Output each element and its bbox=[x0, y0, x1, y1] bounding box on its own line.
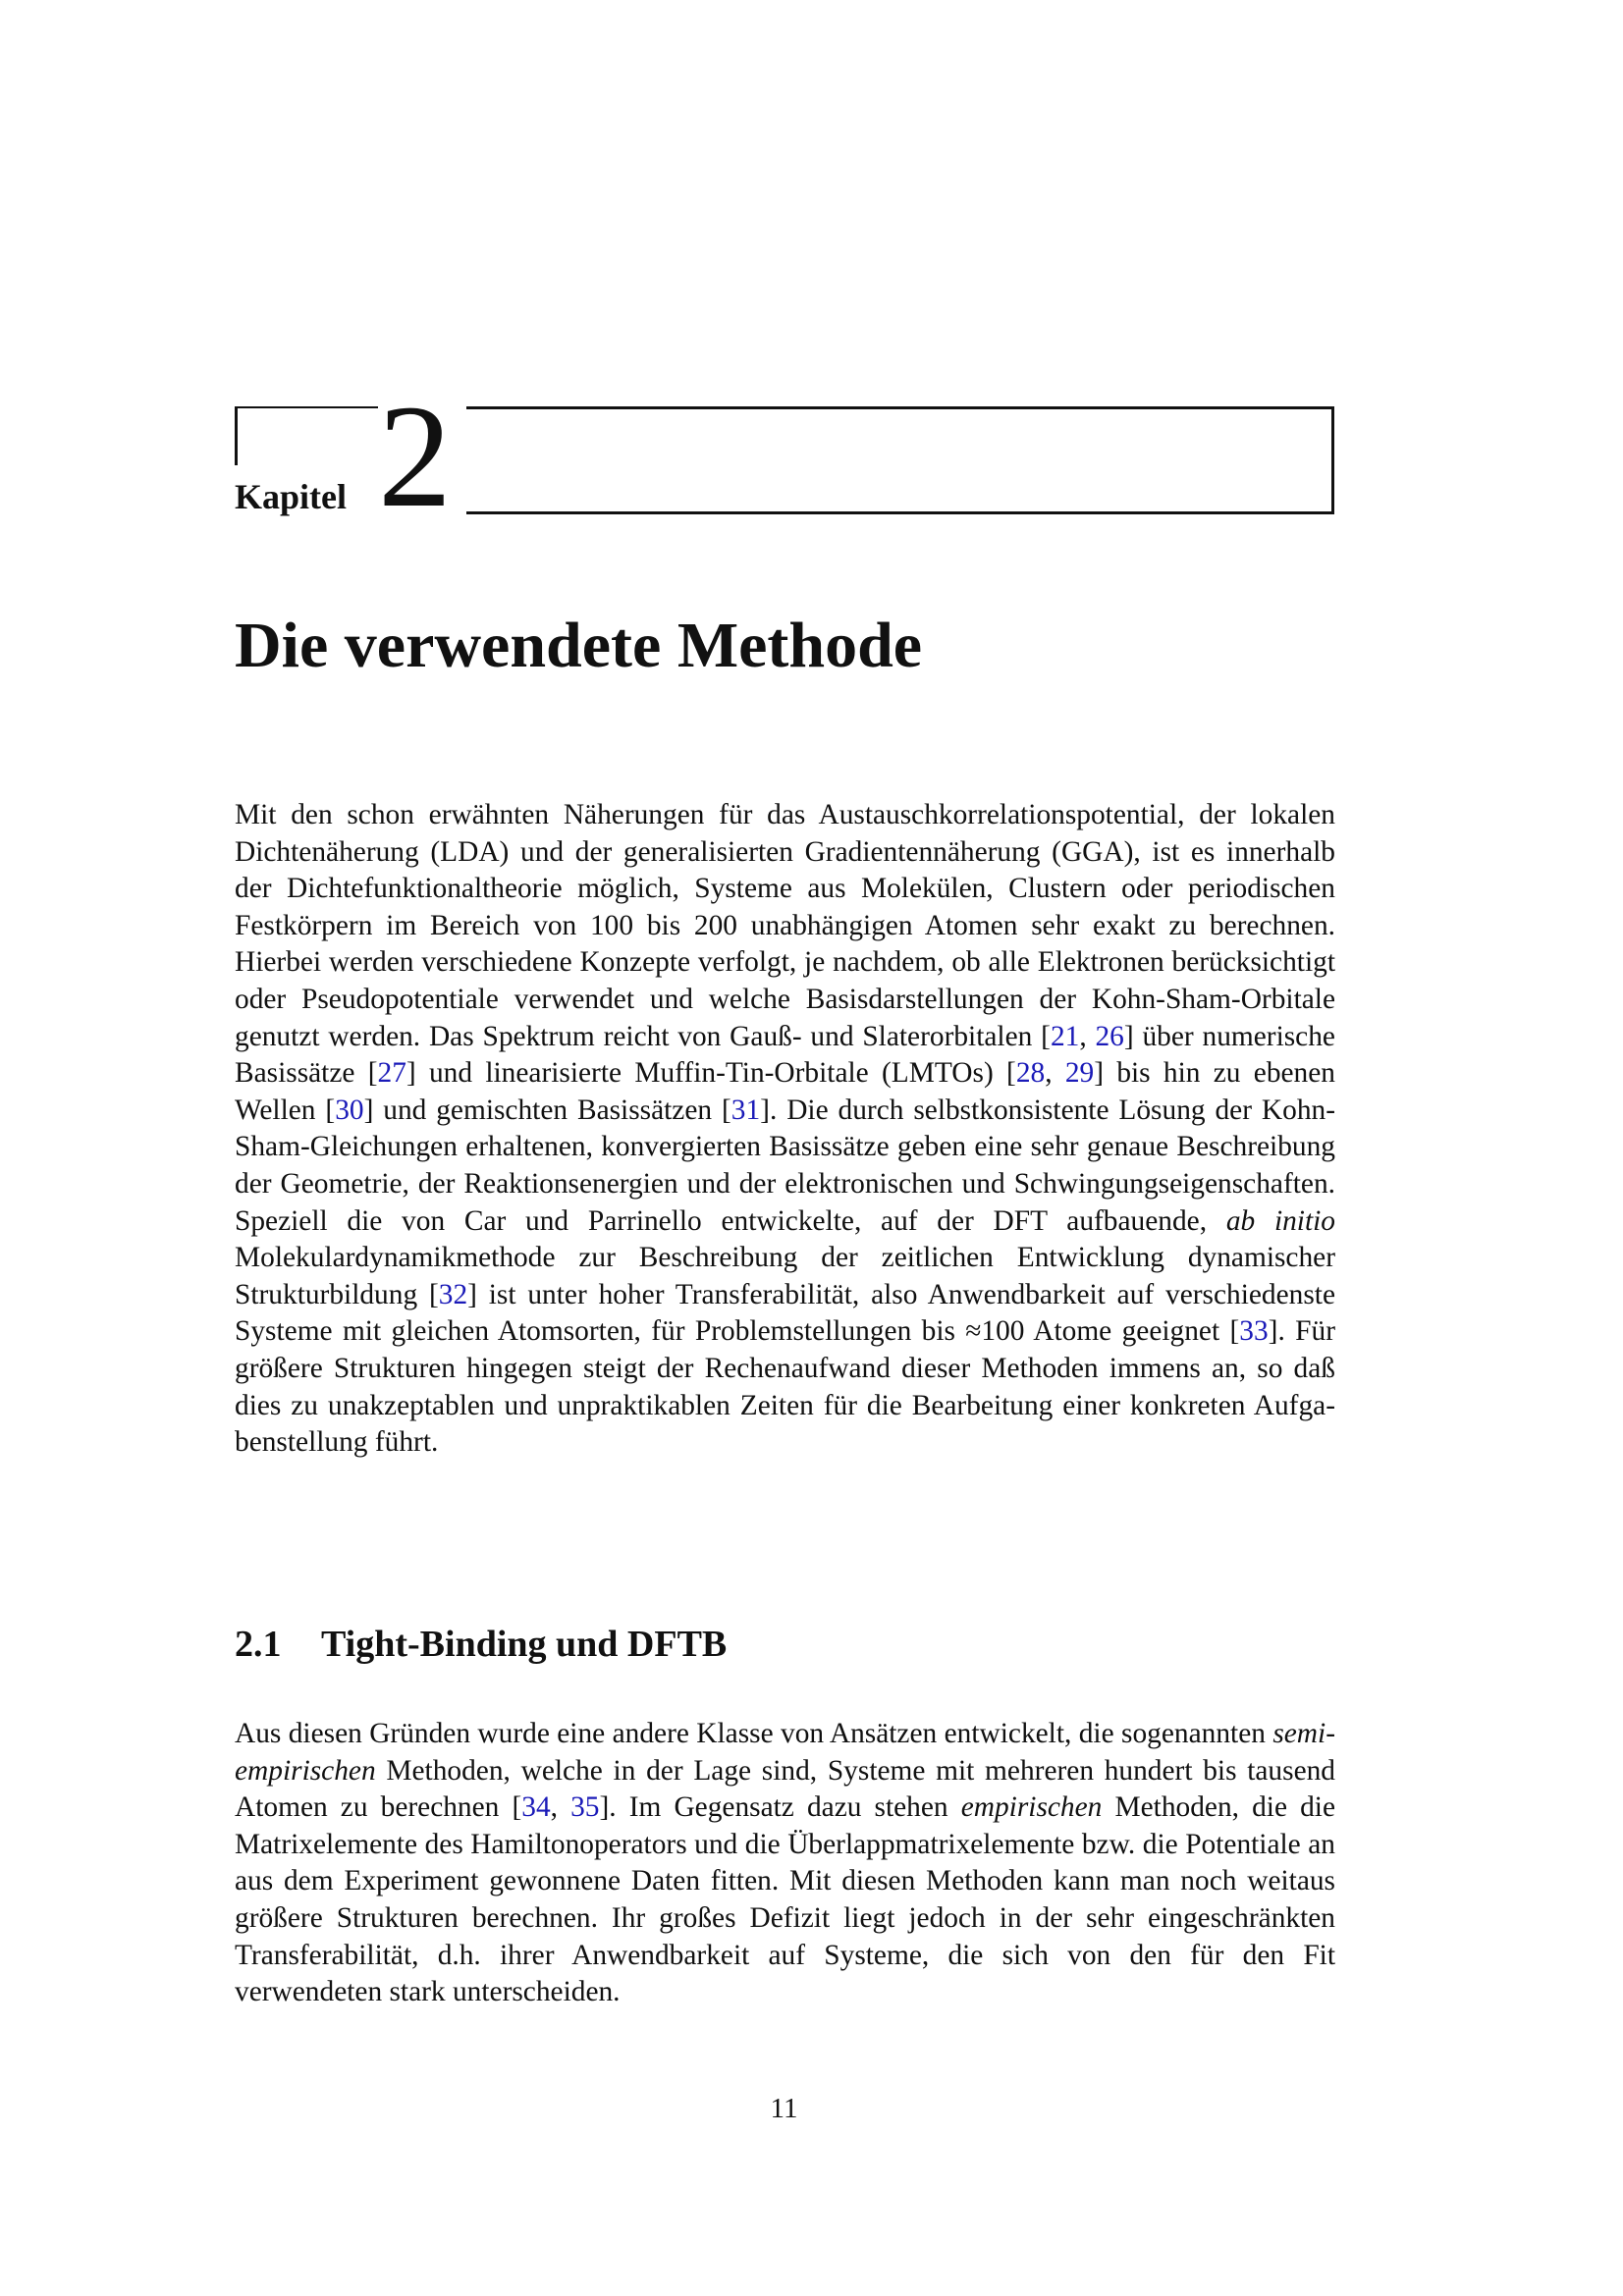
emphasis-text: semi-empirischen bbox=[235, 1718, 1335, 1787]
body-paragraph bbox=[235, 797, 1335, 1462]
chapter-frame-line bbox=[235, 406, 378, 408]
text-run: ]. Im Gegensatz dazu stehen bbox=[599, 1791, 961, 1824]
text-run: Aus diesen Gründen wurde eine andere Klasse von Ansätzen entwickelt, die sogenannten bbox=[235, 1718, 1273, 1749]
citation-link[interactable]: 29 bbox=[1064, 1057, 1095, 1090]
text-run: ] ist unter hoher Transferabilität, also Anwendbarkeit auf verschiedenste Systeme mit gleichen Atomsorten, für Problemstellungen bis ≈100 Atome geeignet [ bbox=[235, 1278, 1335, 1348]
citation-link[interactable]: 33 bbox=[1239, 1315, 1269, 1348]
citation-link[interactable]: 30 bbox=[335, 1094, 364, 1126]
section-title: Tight-Binding und DFTB bbox=[321, 1624, 728, 1665]
chapter-frame-line bbox=[235, 406, 238, 465]
citation-link[interactable]: 27 bbox=[377, 1057, 406, 1090]
text-run: ] und gemischten Basissätzen [ bbox=[363, 1094, 731, 1126]
citation-link[interactable]: 31 bbox=[730, 1094, 761, 1126]
text-run: ] über numerische Basissätze [ bbox=[235, 1020, 1335, 1090]
chapter-title: Die verwendete Methode bbox=[235, 610, 923, 681]
emphasis-text: empirischen bbox=[960, 1791, 1103, 1824]
text-run: Molekulardynamikmethode zur Beschreibung der zeitlichen Entwicklung dynamischer Strukturbildung [ bbox=[235, 1242, 1335, 1310]
text-run: , bbox=[550, 1791, 571, 1824]
citation-link[interactable]: 35 bbox=[570, 1791, 600, 1824]
section-heading bbox=[235, 1622, 727, 1667]
text-run: ] und linearisierte Muffin-Tin-Orbitale (LMTOs) [ bbox=[406, 1057, 1016, 1090]
text-run: Methoden, welche in der Lage sind, Systeme mit mehreren hundert bis tausend Atomen zu berechnen [ bbox=[235, 1754, 1335, 1824]
chapter-frame-line bbox=[466, 511, 1334, 514]
text-run: , bbox=[1045, 1057, 1065, 1090]
body-paragraph bbox=[235, 1716, 1335, 2011]
text-run: Mit den schon erwähnten Näherungen für das Austauschkorrelationspotential, der lokalen Dichtenäherung (LDA) und der generalisierten Gradientennäherung (GGA), ist es innerhalb der Dichtefunktionaltheorie möglich, Systeme aus Molekülen, Clustern oder periodischen Festkörpern im Bereich von 100 bis 200 unabhängigen Atomen sehr exakt zu berechnen. Hierbei werden verschiedene Konzepte verfolgt, je nachdem, ob alle Elektronen berücksichtigt oder Pseudopotentiale verwendet und welche Basisdarstellungen der Kohn-Sham-Orbitale genutzt werden. Das Spektrum reicht von Gauß- und Slaterorbitalen [ bbox=[235, 799, 1335, 1052]
chapter-number: 2 bbox=[378, 375, 448, 538]
chapter-label: Kapitel bbox=[235, 477, 347, 516]
text-run: Methoden, die die Matrixelemente des Hamiltonoperators und die Überlappmatrixelemente bzw. die Potentiale an aus dem Experiment gewonnene Daten fitten. Mit diesen Methoden kann man noch weitaus größere Strukturen berechnen. Ihr großes Defizit liegt jedoch in der sehr eingeschränkten Transferabilität, d.h. ihrer Anwendbarkeit auf Systeme, die sich von den für den Fit verwendeten stark unterscheiden. bbox=[235, 1791, 1335, 2008]
page-number: 11 bbox=[770, 2093, 798, 2124]
emphasis-text: ab initio bbox=[1225, 1204, 1335, 1237]
text-run: , bbox=[1079, 1020, 1096, 1052]
citation-link[interactable]: 32 bbox=[438, 1278, 468, 1310]
chapter-header bbox=[235, 375, 1334, 538]
citation-link[interactable]: 21 bbox=[1050, 1020, 1080, 1052]
section-number: 2.1 bbox=[235, 1624, 282, 1665]
citation-link[interactable]: 26 bbox=[1095, 1020, 1124, 1052]
text-run: ] bis hin zu ebenen Wellen [ bbox=[235, 1057, 1335, 1126]
text-run: ]. Die durch selbstkonsistente Lösung der Kohn-Sham-Gleichungen erhaltenen, konvergierten Basissätze geben eine sehr genaue Beschreibung der Geometrie, der Reaktionsenergien und der elektronischen und Schwingungseigenschaften. Speziell die von Car und Parrinello entwickelte, auf der DFT aufbauende, bbox=[235, 1094, 1335, 1237]
chapter-frame-line bbox=[1331, 406, 1334, 514]
chapter-frame-line bbox=[466, 406, 1334, 409]
citation-link[interactable]: 28 bbox=[1015, 1057, 1046, 1090]
text-run: ]. Für größere Strukturen hingegen steigt der Rechenaufwand dieser Methoden immens an, so daß dies zu unakzeptablen und unpraktikablen Zeiten für die Bearbeitung einer konkreten Aufgabenstellung führt. bbox=[235, 1315, 1335, 1459]
citation-link[interactable]: 34 bbox=[521, 1791, 551, 1824]
